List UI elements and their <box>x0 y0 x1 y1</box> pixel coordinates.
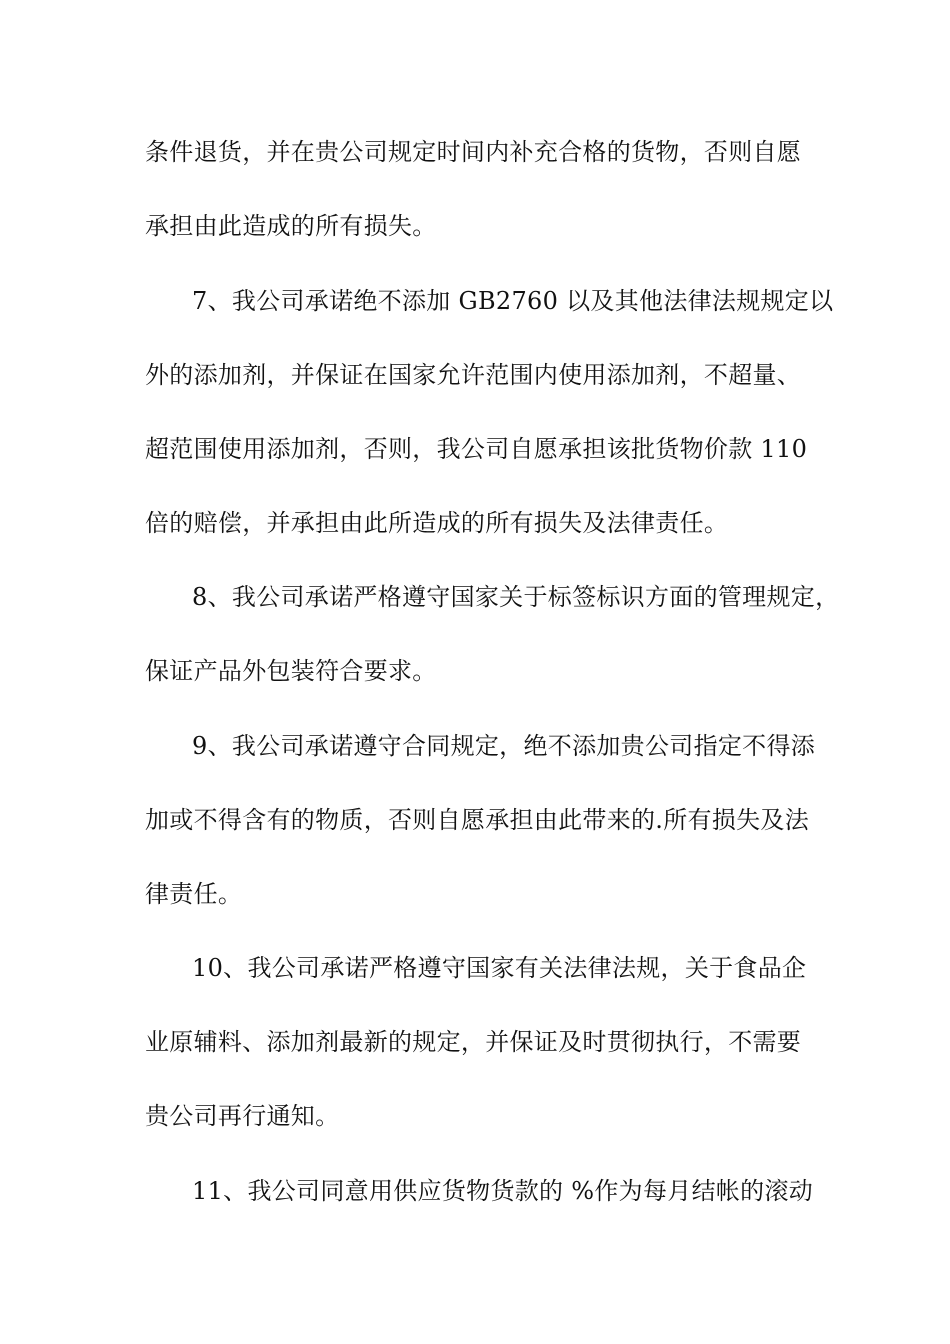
text-line: 承担由此造成的所有损失。 <box>145 212 437 240</box>
paragraph-8-start: 8、我公司承诺严格遵守国家关于标签标识方面的管理规定， <box>192 583 840 611</box>
paragraph-9-start: 9、我公司承诺遵守合同规定，绝不添加贵公司指定不得添 <box>192 732 816 760</box>
paragraph-10-start: 10、我公司承诺严格遵守国家有关法律法规，关于食品企 <box>192 954 807 982</box>
text-line: 倍的赔偿，并承担由此所造成的所有损失及法律责任。 <box>145 509 729 537</box>
text-line: 律责任。 <box>145 880 243 908</box>
text-line: 超范围使用添加剂，否则，我公司自愿承担该批货物价款 110 <box>145 435 808 463</box>
text-line: 外的添加剂，并保证在国家允许范围内使用添加剂，不超量、 <box>145 361 802 389</box>
paragraph-7-start: 7、我公司承诺绝不添加 GB2760 以及其他法律法规规定以 <box>192 287 834 315</box>
paragraph-11-start: 11、我公司同意用供应货物货款的 %作为每月结帐的滚动 <box>192 1177 814 1205</box>
text-line: 贵公司再行通知。 <box>145 1102 340 1130</box>
text-line: 保证产品外包装符合要求。 <box>145 657 437 685</box>
text-line: 条件退货，并在贵公司规定时间内补充合格的货物，否则自愿 <box>145 138 802 166</box>
text-line: 业原辅料、添加剂最新的规定，并保证及时贯彻执行，不需要 <box>145 1028 802 1056</box>
text-line: 加或不得含有的物质，否则自愿承担由此带来的.所有损失及法 <box>145 806 810 834</box>
